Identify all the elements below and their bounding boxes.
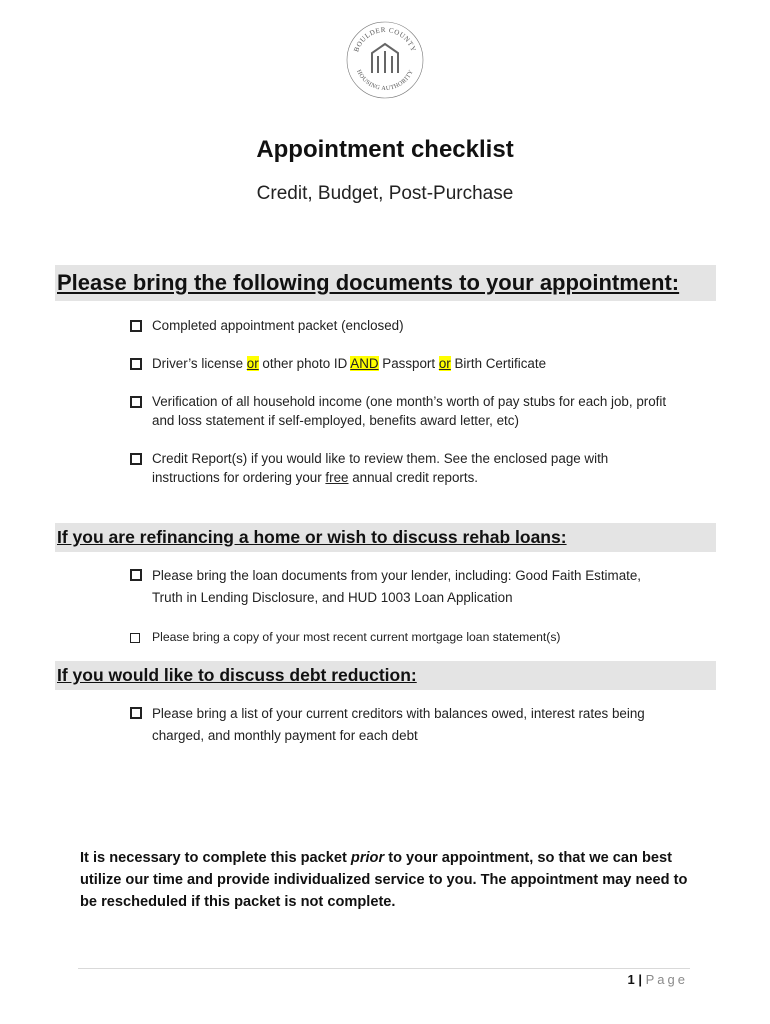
- checkbox-icon[interactable]: [130, 453, 142, 465]
- checklist-item-mortgage-statement: Please bring a copy of your most recent current mortgage loan statement(s): [130, 628, 690, 647]
- checklist-item-creditors-list: Please bring a list of your current creditors with balances owed, interest rates being charged, and monthly payment for each debt: [130, 703, 675, 747]
- section-heading-refinancing: If you are refinancing a home or wish to discuss rehab loans:: [55, 523, 716, 552]
- checklist-item-credit-report: Credit Report(s) if you would like to review them. See the enclosed page with instructions for ordering your free annual credit reports.: [130, 449, 650, 487]
- housing-authority-logo: [345, 20, 425, 100]
- checklist-item-appointment-packet: Completed appointment packet (enclosed): [130, 316, 690, 335]
- section-heading-documents: Please bring the following documents to your appointment:: [55, 265, 716, 301]
- footer-separator: |: [638, 972, 642, 987]
- checklist-item-photo-id: Driver’s license or other photo ID AND Passport or Birth Certificate: [130, 354, 690, 373]
- checklist-item-loan-documents: Please bring the loan documents from your lender, including: Good Faith Estimate, Truth in Lending Disclosure, and HUD 1003 Loan Application: [130, 565, 675, 609]
- checklist-item-income-verification: Verification of all household income (one month’s worth of pay stubs for each job, profit and loss statement if self-employed, benefits award letter, etc): [130, 392, 675, 430]
- completion-notice: It is necessary to complete this packet prior to your appointment, so that we can best utilize our time and provide individualized service to you. The appointment may need to be rescheduled if this packet is not complete.: [80, 850, 688, 910]
- section-heading-debt-reduction: If you would like to discuss debt reduction:: [55, 661, 716, 690]
- logo-text-top: BOULDER COUNTY: [352, 25, 418, 54]
- checkbox-icon[interactable]: [130, 633, 140, 643]
- checkbox-icon[interactable]: [130, 358, 142, 370]
- logo-text-bottom: HOUSING AUTHORITY: [355, 68, 415, 93]
- page-footer: [628, 972, 689, 987]
- page-number: 1: [627, 972, 635, 987]
- page-subtitle: Credit, Budget, Post-Purchase: [256, 183, 514, 204]
- page-title: Appointment checklist: [256, 136, 514, 163]
- page-label: Page: [645, 972, 688, 987]
- checkbox-icon[interactable]: [130, 569, 142, 581]
- footer-divider: [78, 968, 690, 969]
- checkbox-icon[interactable]: [130, 320, 142, 332]
- checkbox-icon[interactable]: [130, 396, 142, 408]
- checkbox-icon[interactable]: [130, 707, 142, 719]
